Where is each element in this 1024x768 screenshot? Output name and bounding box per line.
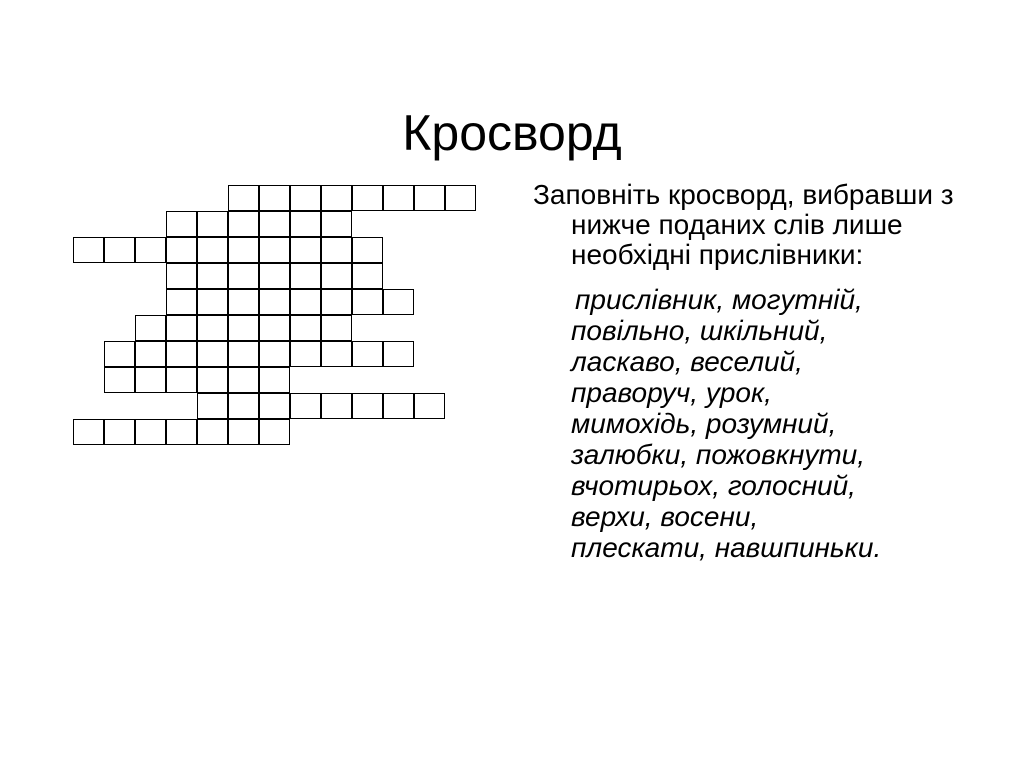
crossword-cell bbox=[445, 185, 476, 211]
crossword-cell bbox=[228, 237, 259, 263]
crossword-cell bbox=[321, 393, 352, 419]
crossword-cell bbox=[228, 315, 259, 341]
crossword-cell bbox=[197, 393, 228, 419]
crossword-cell bbox=[104, 237, 135, 263]
crossword-cell bbox=[290, 393, 321, 419]
word-list-line: мимохідь, розумний, bbox=[571, 408, 837, 439]
crossword-cell bbox=[228, 393, 259, 419]
crossword-cell bbox=[383, 393, 414, 419]
word-list-line: верхи, восени, bbox=[571, 501, 759, 532]
word-list-line: вчотирьох, голосний, bbox=[571, 470, 856, 501]
crossword-cell bbox=[290, 289, 321, 315]
crossword-cell bbox=[383, 289, 414, 315]
crossword-cell bbox=[352, 185, 383, 211]
crossword-cell bbox=[104, 367, 135, 393]
crossword-cell bbox=[259, 419, 290, 445]
crossword-cell bbox=[166, 419, 197, 445]
crossword-cell bbox=[73, 237, 104, 263]
slide-title: Кросворд bbox=[402, 104, 622, 161]
crossword-cell bbox=[73, 419, 104, 445]
word-list-line: повільно, шкільний, bbox=[571, 315, 828, 346]
crossword-cell bbox=[321, 315, 352, 341]
crossword-cell bbox=[321, 289, 352, 315]
crossword-cell bbox=[321, 263, 352, 289]
crossword-cell bbox=[321, 185, 352, 211]
crossword-cell bbox=[197, 367, 228, 393]
crossword-cell bbox=[104, 419, 135, 445]
crossword-cell bbox=[259, 367, 290, 393]
crossword-cell bbox=[259, 393, 290, 419]
crossword-cell bbox=[135, 419, 166, 445]
crossword-cell bbox=[166, 341, 197, 367]
crossword-cell bbox=[259, 289, 290, 315]
crossword-cell bbox=[197, 237, 228, 263]
crossword-cell bbox=[197, 263, 228, 289]
crossword-cell bbox=[290, 315, 321, 341]
crossword-cell bbox=[135, 341, 166, 367]
crossword-cell bbox=[197, 315, 228, 341]
crossword-cell bbox=[321, 211, 352, 237]
crossword-cell bbox=[228, 367, 259, 393]
crossword-cell bbox=[197, 419, 228, 445]
instruction-text: Заповніть кросворд, вибравши з нижче поданих слів лише необхідні прислівники: bbox=[533, 179, 954, 270]
crossword-cell bbox=[290, 211, 321, 237]
crossword-cell bbox=[383, 185, 414, 211]
crossword-cell bbox=[259, 341, 290, 367]
crossword-cell bbox=[228, 341, 259, 367]
crossword-cell bbox=[166, 263, 197, 289]
crossword-cell bbox=[259, 237, 290, 263]
slide-body bbox=[533, 180, 993, 563]
crossword-cell bbox=[135, 315, 166, 341]
crossword-cell bbox=[290, 263, 321, 289]
crossword-cell bbox=[228, 185, 259, 211]
word-list-line: ласкаво, веселий, bbox=[571, 346, 803, 377]
crossword-cell bbox=[197, 211, 228, 237]
crossword-cell bbox=[166, 237, 197, 263]
crossword-cell bbox=[352, 341, 383, 367]
crossword-cell bbox=[321, 341, 352, 367]
word-list-line: залюбки, пожовкнути, bbox=[571, 439, 866, 470]
crossword-cell bbox=[352, 263, 383, 289]
crossword-cell bbox=[352, 237, 383, 263]
crossword-cell bbox=[352, 289, 383, 315]
crossword-cell bbox=[197, 289, 228, 315]
crossword-cell bbox=[414, 393, 445, 419]
crossword-cell bbox=[104, 341, 135, 367]
crossword-cell bbox=[259, 185, 290, 211]
crossword-cell bbox=[166, 289, 197, 315]
crossword-cell bbox=[166, 211, 197, 237]
crossword-cell bbox=[259, 263, 290, 289]
crossword-cell bbox=[383, 341, 414, 367]
word-list bbox=[571, 284, 993, 563]
word-list-line: праворуч, урок, bbox=[571, 377, 772, 408]
crossword-cell bbox=[228, 289, 259, 315]
crossword-cell bbox=[228, 419, 259, 445]
crossword-cell bbox=[290, 185, 321, 211]
word-list-line: прислівник, могутній, bbox=[575, 284, 863, 315]
crossword-cell bbox=[414, 185, 445, 211]
crossword-cell bbox=[321, 237, 352, 263]
crossword-cell bbox=[166, 315, 197, 341]
crossword-cell bbox=[352, 393, 383, 419]
crossword-cell bbox=[290, 341, 321, 367]
crossword-cell bbox=[135, 237, 166, 263]
crossword-cell bbox=[259, 315, 290, 341]
crossword-cell bbox=[135, 367, 166, 393]
crossword-cell bbox=[259, 211, 290, 237]
crossword-cell bbox=[228, 263, 259, 289]
crossword-cell bbox=[166, 367, 197, 393]
crossword-cell bbox=[197, 341, 228, 367]
crossword-cell bbox=[290, 237, 321, 263]
word-list-line: плескати, навшпиньки. bbox=[571, 532, 882, 563]
crossword-cell bbox=[228, 211, 259, 237]
